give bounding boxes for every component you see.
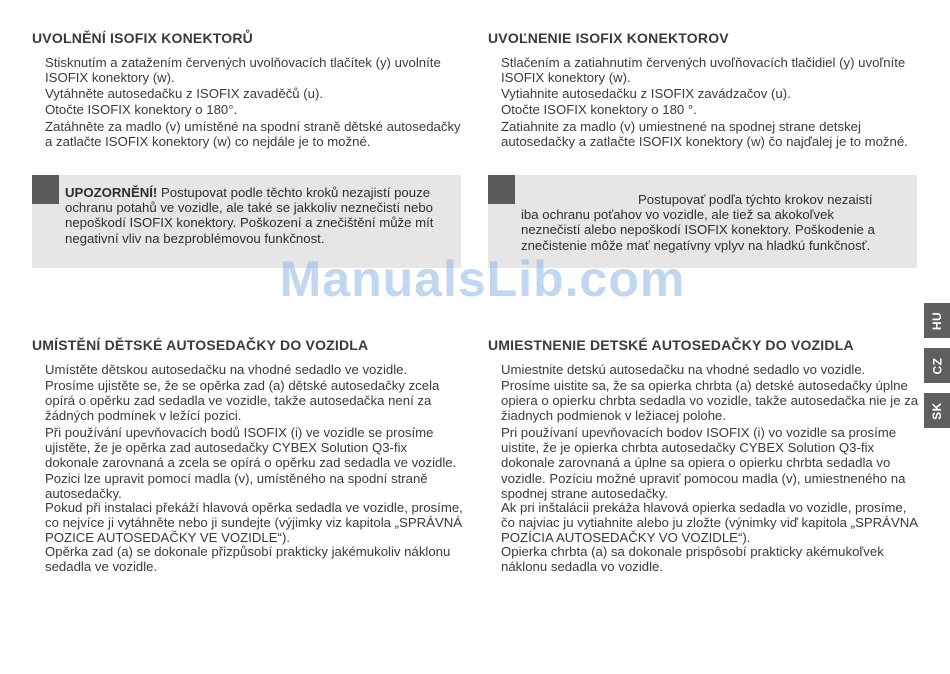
tab-hu-label: HU bbox=[930, 311, 944, 330]
sk-release-step-2: Vytiahnite autosedačku z ISOFIX zavádzačov (u). bbox=[501, 86, 791, 101]
cz-release-heading: UVOLNĚNÍ ISOFIX KONEKTORŮ bbox=[32, 30, 253, 46]
sk-placement-step-3: Pri používaní upevňovacích bodov ISOFIX (i) vo vozidle sa prosíme uistite, že je opierka chrbta autosedačky CYBEX Solution Q3-fix dokonale zarovnaná a úplne sa opiera o opierku chrbta sedadla vo vozidle. Pozíciu možné upraviť pomocou madla (v), umiestneného na spodnej strane autosedačky. bbox=[501, 425, 906, 501]
cz-release-step-1: Stisknutím a zatažením červených uvolňovacích tlačítek (y) uvolníte ISOFIX konektory (w). bbox=[45, 55, 441, 86]
watermark: ManualsLib.com bbox=[279, 251, 686, 307]
cz-placement-heading: UMÍSTĚNÍ DĚTSKÉ AUTOSEDAČKY DO VOZIDLA bbox=[32, 337, 369, 353]
cz-placement-step-5: Opěrka zad (a) se dokonale přizpůsobí prakticky jakémukoliv náklonu sedadla ve vozidle. bbox=[45, 544, 451, 575]
sk-release-step-1: Stlačením a zatiahnutím červených uvoľňovacích tlačidiel (y) uvoľníte ISOFIX konektory (w). bbox=[501, 55, 906, 86]
tab-hu[interactable] bbox=[924, 303, 950, 338]
sk-placement-step-4: Ak pri inštalácii prekáža hlavová opierka sedadla vo vozidle, prosíme, čo najviac ju vytiahnite alebo ju zložte (výnimky viď kapitola „SPRÁVNA POZÍCIA AUTOSEDAČKY VO VOZIDLE“). bbox=[501, 500, 918, 546]
sk-release-step-4: Zatiahnite za madlo (v) umiestnené na spodnej strane detskej autosedačky a zatlačte ISOFIX konektory (w) čo najďalej je to možné. bbox=[501, 119, 908, 150]
cz-placement-step-1: Umístěte dětskou autosedačku na vhodné sedadlo ve vozidle. bbox=[45, 362, 408, 377]
tab-cz[interactable] bbox=[924, 348, 950, 383]
sk-release-step-3: Otočte ISOFIX konektory o 180 °. bbox=[501, 102, 697, 117]
sk-placement-step-2: Prosíme uistite sa, že sa opierka chrbta (a) detské autosedačky úplne opiera o opierku chrbta sedadla vo vozidle, takže autosedačka nie je za žiadnych podmienok v ležiacej polohe. bbox=[501, 378, 919, 424]
cz-warning-body: Postupovat podle těchto kroků nezajistí pouze ochranu potahů ve vozidle, ale také se jakkoliv neznečistí nebo nepoškodí ISOFIX konektory. Poškození a znečištění může mít negativní vliv na bezproblémovou funkčnost. bbox=[65, 185, 434, 246]
cz-release-step-2: Vytáhněte autosedačku z ISOFIX zavaděčů (u). bbox=[45, 86, 324, 101]
cz-release-step-4: Zatáhněte za madlo (v) umístěné na spodní straně dětské autosedačky a zatlačte ISOFIX konektory (w) co nejdále je to možné. bbox=[45, 119, 461, 150]
tab-sk[interactable] bbox=[924, 393, 950, 428]
sk-placement-heading: UMIESTNENIE DETSKÉ AUTOSEDAČKY DO VOZIDLA bbox=[488, 337, 854, 353]
sk-warning-text: Postupovať podľa týchto krokov nezaistí iba ochranu poťahov vo vozidle, ale tiež sa akokoľvek neznečistí alebo nepoškodí ISOFIX konektory. Poškodenie a znečistenie môže mať negatívny vplyv na hladkú funkčnosť. bbox=[521, 192, 875, 253]
cz-release-step-3: Otočte ISOFIX konektory o 180°. bbox=[45, 102, 238, 117]
sk-placement-step-1: Umiestnite detskú autosedačku na vhodné sedadlo vo vozidle. bbox=[501, 362, 866, 377]
cz-placement-step-4: Pokud při instalaci překáží hlavová opěrka sedadla ve vozidle, prosíme, co nejvíce ji vytáhněte nebo ji sundejte (výjimky viz kapitola „SPRÁVNÁ POZICE AUTOSEDAČKY VE VOZIDLE“). bbox=[45, 500, 463, 546]
sk-placement-step-5: Opierka chrbta (a) sa dokonale prispôsobí prakticky akémukoľvek náklonu sedadla vo vozidle. bbox=[501, 544, 884, 575]
tab-sk-label: SK bbox=[929, 401, 944, 420]
warning-marker bbox=[488, 175, 515, 204]
cz-warning-label: UPOZORNĚNÍ! bbox=[65, 185, 158, 200]
warning-marker bbox=[32, 175, 59, 204]
sk-release-heading: UVOĽNENIE ISOFIX KONEKTOROV bbox=[488, 30, 729, 46]
tab-cz-label: CZ bbox=[930, 357, 944, 374]
cz-placement-step-3: Při používání upevňovacích bodů ISOFIX (i) ve vozidle se prosíme ujistěte, že je opěrka zad autosedačky CYBEX Solution Q3-fix dokonale zarovnaná a zcela se opírá o opěrku zad sedadla ve vozidle. Pozici lze upravit pomocí madla (v), umístěného na spodní straně autosedačky. bbox=[45, 425, 457, 501]
cz-placement-step-2: Prosíme ujistěte se, že se opěrka zad (a) dětské autosedačky zcela opírá o opěrku zad sedadla ve vozidle, takže autosedačka není za žádných podmínek v ležící pozici. bbox=[45, 378, 440, 424]
cz-warning-text bbox=[65, 185, 445, 246]
